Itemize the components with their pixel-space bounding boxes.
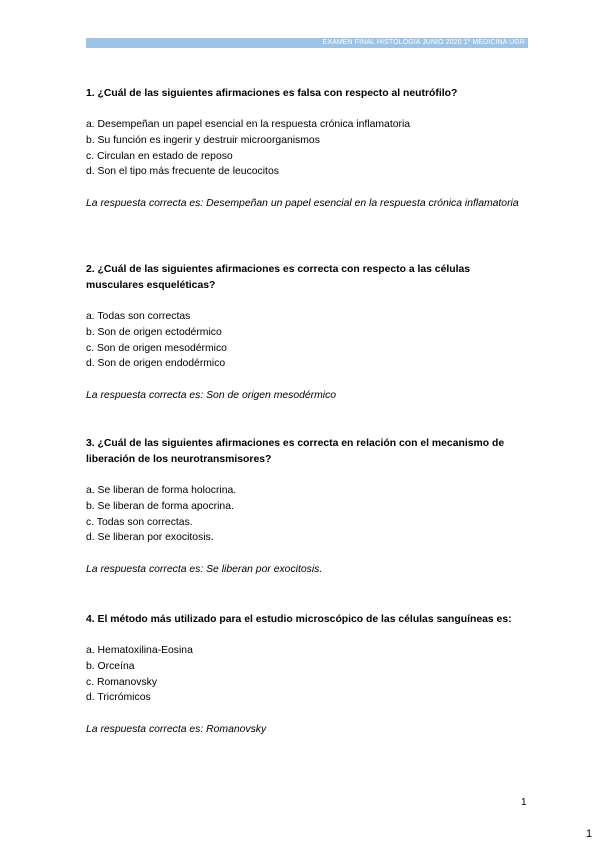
header-title: EXAMEN FINAL HISTOLOGÍA JUNIO 2020 1º MEDICINA UGR — [322, 39, 525, 46]
options-list — [86, 309, 526, 372]
option-b: b. Son de origen ectodérmico — [86, 326, 222, 338]
question-4 — [86, 612, 526, 738]
option-b: b. Su función es ingerir y destruir microorganismos — [86, 134, 320, 146]
option-d: d. Se liberan por exocitosis. — [86, 532, 214, 544]
question-title: 3. ¿Cuál de las siguientes afirmaciones es correcta en relación con el mecanismo de liberación de los neurotransmisores? — [86, 438, 505, 465]
question-title: 4. El método más utilizado para el estudio microscópico de las células sanguíneas es: — [86, 614, 512, 625]
option-b: b. Orceína — [86, 660, 135, 672]
page-number: 1 — [521, 797, 527, 808]
option-c: c. Romanovsky — [86, 676, 158, 688]
option-c: c. Todas son correctas. — [86, 516, 193, 528]
option-a: a. Se liberan de forma holocrina. — [86, 485, 237, 496]
question-title: 2. ¿Cuál de las siguientes afirmaciones es correcta con respecto a las células musculares esqueléticas? — [86, 264, 471, 291]
correct-answer: La respuesta correcta es: Desempeñan un papel esencial en la respuesta crónica inflamatoria — [86, 198, 519, 210]
viewer-page-number: 1 — [586, 828, 593, 840]
option-d: d. Son de origen endodérmico — [86, 358, 226, 370]
question-title: 1. ¿Cuál de las siguientes afirmaciones es falsa con respecto al neutrófilo? — [86, 88, 458, 99]
option-c: c. Circulan en estado de reposo — [86, 150, 233, 162]
options-list — [86, 483, 526, 546]
header-bar — [86, 38, 528, 48]
option-a: a. Desempeñan un papel esencial en la respuesta crónica inflamatoria — [86, 119, 411, 130]
options-list — [86, 643, 526, 706]
question-1 — [86, 86, 526, 212]
option-a: a. Todas son correctas — [86, 311, 191, 322]
question-2 — [86, 262, 526, 404]
option-a: a. Hematoxilina-Eosina — [86, 645, 193, 656]
option-d: d. Son el tipo más frecuente de leucocitos — [86, 166, 279, 178]
correct-answer: La respuesta correcta es: Se liberan por exocitosis. — [86, 564, 323, 576]
correct-answer: La respuesta correcta es: Son de origen mesodérmico — [86, 390, 337, 402]
option-c: c. Son de origen mesodérmico — [86, 342, 227, 354]
options-list — [86, 117, 526, 180]
option-d: d. Tricrómicos — [86, 692, 151, 704]
correct-answer: La respuesta correcta es: Romanovsky — [86, 724, 267, 736]
question-3 — [86, 436, 526, 578]
option-b: b. Se liberan de forma apocrina. — [86, 500, 234, 512]
